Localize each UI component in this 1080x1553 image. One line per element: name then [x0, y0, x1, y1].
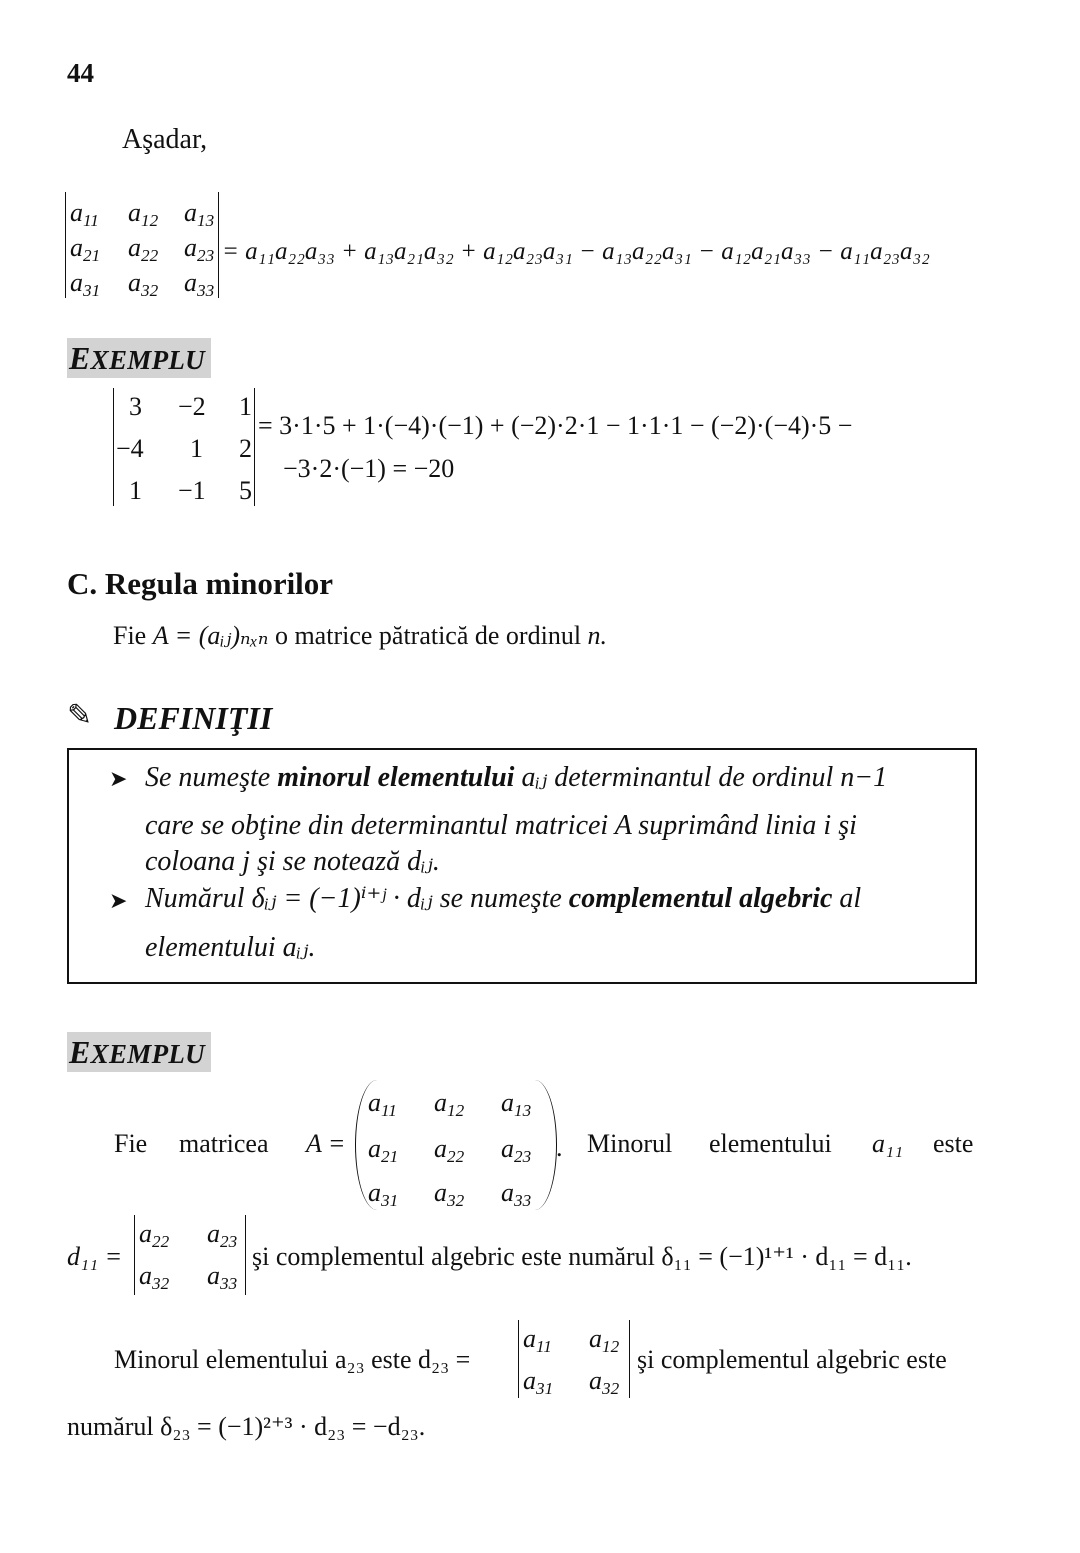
- minorul-text: Minorul: [587, 1129, 673, 1158]
- definitions-box: [67, 748, 977, 984]
- general-formula-rhs: = a₁₁a₂₂a₃₃ + a₁₃a₂₁a₃₂ + a₁₂a₂₃a₃₁ − a₁₃a₂₂a₃₁ − a₁₂a₂₁a₃₃ − a₁₁a₂₃a₃₂: [222, 238, 930, 265]
- d23-result: numărul δ₂₃ = (−1)²⁺³ · d₂₃ = −d₂₃.: [67, 1412, 426, 1441]
- matrix-a: $a_{11}$ $a_{12}$ $a_{13}$ $a_{21}$ $a_{22}$ $a_{23}$ $a_{31}$ $a_{32}$ $a_{33}$: [355, 1080, 557, 1210]
- example1-determinant: [113, 388, 255, 506]
- ex1-cell: −1: [178, 476, 206, 505]
- fie-text: Fie: [114, 1129, 148, 1158]
- arrow-bullet-icon: ➤: [109, 888, 128, 913]
- intro-text: Aşadar,: [122, 124, 208, 155]
- det-cell-33: $a_{33}$: [184, 268, 215, 301]
- a-equals: A =: [306, 1129, 346, 1158]
- det-cell-31: $a_{31}$: [70, 268, 101, 301]
- det-cell-21: $a_{21}$: [70, 233, 101, 266]
- ex1-cell: 1: [239, 392, 252, 421]
- det-cell-11: $a_{11}$: [70, 198, 99, 231]
- ex1-cell: 5: [239, 476, 252, 505]
- section-title: C. Regula minorilor: [67, 566, 334, 601]
- arrow-bullet-icon: ➤: [109, 766, 128, 791]
- pencil-icon: ✎: [67, 699, 93, 732]
- ex1-cell: 3: [129, 392, 142, 421]
- definition-1-line2: care se obţine din determinantul matricei A suprimând linia i şi: [145, 810, 857, 841]
- example-label-2: EXEMPLU: [67, 1032, 211, 1072]
- general-determinant: [65, 192, 219, 301]
- page-number: 44: [67, 58, 94, 88]
- det-cell-22: $a_{22}$: [128, 233, 159, 266]
- example1-line1: = 3·1·5 + 1·(−4)·(−1) + (−2)·2·1 − 1·1·1 − (−2)·(−4)·5 −: [258, 411, 853, 440]
- det-cell-13: $a_{13}$: [184, 198, 215, 231]
- este-text: este: [933, 1129, 974, 1158]
- det-cell-23: $a_{23}$: [184, 233, 215, 266]
- det-cell-12: $a_{12}$: [128, 198, 159, 231]
- matrix-dot: .: [556, 1133, 563, 1162]
- d23-description: şi complementul algebric este: [637, 1345, 947, 1374]
- definition-2-line2: elementului aᵢⱼ.: [145, 932, 316, 963]
- a11-text: a₁₁: [872, 1129, 904, 1158]
- ex1-cell: 2: [239, 434, 252, 463]
- d23-intro: Minorul elementului a₂₃ este d₂₃ =: [114, 1345, 471, 1374]
- ex1-cell: 1: [129, 476, 142, 505]
- d11-description: şi complementul algebric este numărul δ₁₁ = (−1)¹⁺¹ · d₁₁ = d₁₁.: [252, 1242, 912, 1271]
- definitions-heading: DEFINIŢII: [114, 700, 273, 736]
- definition-2-line1: Numărul δᵢⱼ = (−1)ⁱ⁺ʲ · dᵢⱼ se numeşte complementul algebric al: [145, 883, 862, 914]
- d23-determinant: $a_{11}$ $a_{12}$ $a_{31}$ $a_{32}$: [518, 1320, 630, 1398]
- matricea-text: matricea: [179, 1129, 269, 1158]
- definition-1-line3: coloana j şi se notează dᵢⱼ.: [145, 846, 440, 877]
- ex1-cell: −2: [178, 392, 206, 421]
- d11-equals: d₁₁ =: [67, 1242, 123, 1271]
- section-intro: Fie A = (aᵢⱼ)ₙₓₙ o matrice pătratică de ordinul n.: [113, 621, 608, 650]
- definition-1-line1: Se numeşte minorul elementului aᵢⱼ determinantul de ordinul n−1: [145, 762, 888, 793]
- example1-line2: −3·2·(−1) = −20: [283, 454, 455, 483]
- ex1-cell: 1: [190, 434, 203, 463]
- det-cell-32: $a_{32}$: [128, 268, 159, 301]
- example-label-1: EXEMPLU: [67, 338, 211, 378]
- elementului-text: elementului: [709, 1129, 832, 1158]
- d11-determinant: $a_{22}$ $a_{23}$ $a_{32}$ $a_{33}$: [134, 1215, 246, 1295]
- ex1-cell: −4: [116, 434, 144, 463]
